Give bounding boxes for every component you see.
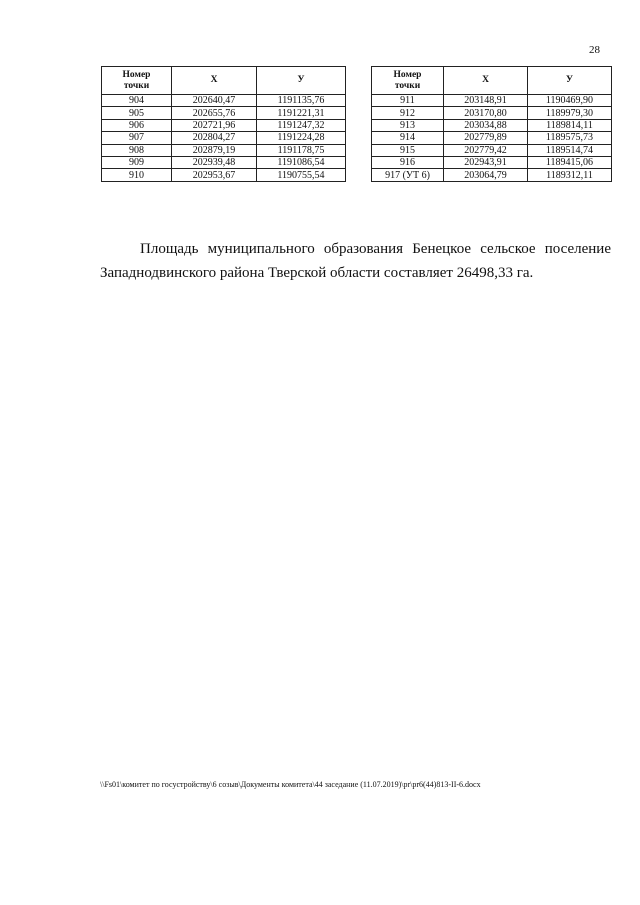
table-row	[372, 132, 612, 144]
cell-x: 202721,96	[172, 119, 257, 131]
header-point-number: Номер точки	[102, 67, 172, 95]
table-row	[372, 169, 612, 181]
cell-x: 202943,91	[444, 156, 528, 168]
header-y: У	[528, 67, 612, 95]
table-row	[102, 132, 346, 144]
cell-y: 1191135,76	[257, 95, 346, 107]
cell-y: 1189415,06	[528, 156, 612, 168]
cell-y: 1190755,54	[257, 169, 346, 181]
cell-y: 1191178,75	[257, 144, 346, 156]
coordinates-table-right	[371, 66, 612, 182]
cell-point-number: 912	[372, 107, 444, 119]
cell-x: 202655,76	[172, 107, 257, 119]
table-header-row	[102, 67, 346, 95]
cell-point-number: 913	[372, 119, 444, 131]
cell-x: 203148,91	[444, 95, 528, 107]
cell-point-number: 905	[102, 107, 172, 119]
cell-point-number: 915	[372, 144, 444, 156]
header-point-number: Номер точки	[372, 67, 444, 95]
table-header-row	[372, 67, 612, 95]
table-row	[102, 119, 346, 131]
cell-point-number: 906	[102, 119, 172, 131]
cell-y: 1191086,54	[257, 156, 346, 168]
page-number: 28	[589, 44, 600, 56]
cell-x: 202939,48	[172, 156, 257, 168]
table-row	[372, 95, 612, 107]
cell-y: 1189979,30	[528, 107, 612, 119]
cell-y: 1189312,11	[528, 169, 612, 181]
cell-y: 1191221,31	[257, 107, 346, 119]
table-row	[372, 156, 612, 168]
cell-point-number: 911	[372, 95, 444, 107]
cell-x: 203170,80	[444, 107, 528, 119]
cell-point-number: 907	[102, 132, 172, 144]
cell-x: 202804,27	[172, 132, 257, 144]
cell-x: 202779,89	[444, 132, 528, 144]
cell-x: 203064,79	[444, 169, 528, 181]
cell-point-number: 908	[102, 144, 172, 156]
cell-point-number: 904	[102, 95, 172, 107]
table-row	[372, 119, 612, 131]
cell-point-number: 917 (УТ 6)	[372, 169, 444, 181]
area-paragraph: Площадь муниципального образования Бенецкое сельское поселение Западнодвинского района Тверской области составляет 26498,33 га.	[100, 241, 611, 281]
cell-point-number: 910	[102, 169, 172, 181]
cell-point-number: 916	[372, 156, 444, 168]
table-row	[102, 95, 346, 107]
file-path-footer: \\Fs01\комитет по госустройству\6 созыв\Документы комитета\44 заседание (11.07.2019)\pr\pr6(44)813-II-6.docx	[100, 780, 481, 789]
cell-y: 1191224,28	[257, 132, 346, 144]
cell-y: 1189575,73	[528, 132, 612, 144]
cell-x: 202953,67	[172, 169, 257, 181]
cell-x: 203034,88	[444, 119, 528, 131]
cell-y: 1190469,90	[528, 95, 612, 107]
table-row	[372, 107, 612, 119]
table-row	[102, 144, 346, 156]
table-row	[102, 169, 346, 181]
cell-y: 1191247,32	[257, 119, 346, 131]
table-row	[372, 144, 612, 156]
header-x: X	[444, 67, 528, 95]
cell-x: 202779,42	[444, 144, 528, 156]
cell-x: 202640,47	[172, 95, 257, 107]
cell-point-number: 914	[372, 132, 444, 144]
cell-x: 202879,19	[172, 144, 257, 156]
cell-point-number: 909	[102, 156, 172, 168]
table-row	[102, 107, 346, 119]
coordinates-table-left	[101, 66, 346, 182]
cell-y: 1189814,11	[528, 119, 612, 131]
cell-y: 1189514,74	[528, 144, 612, 156]
table-row	[102, 156, 346, 168]
header-y: У	[257, 67, 346, 95]
header-x: X	[172, 67, 257, 95]
